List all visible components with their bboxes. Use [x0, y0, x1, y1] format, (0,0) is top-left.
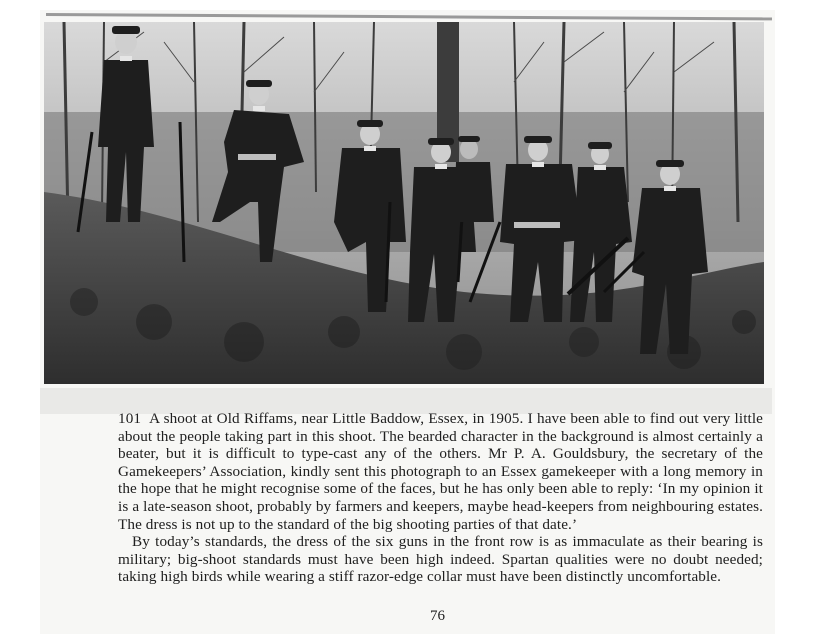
- cartridge-belt: [238, 154, 276, 160]
- shooting-party-photo-illustration: [44, 22, 764, 384]
- photo-caption: [118, 410, 763, 586]
- caption-paragraph-2: By today’s standards, the dress of the six guns in the front row is as immaculate as their bearing is military; big-shoot standards must have been high indeed. Spartan qualities were no doubt needed; taking high birds while wearing a stiff razor-edge collar must have been distinctly uncomfortable.: [118, 533, 763, 586]
- caption-paragraph-1: [118, 410, 763, 533]
- page-number: 76: [430, 608, 445, 624]
- cartridge-belt-2: [514, 222, 560, 228]
- caption-text-1: A shoot at Old Riffams, near Little Baddow, Essex, in 1905. I have been able to find out very little about the people taking part in this shoot. The bearded character in the background is almost certainly a beater, but it is difficult to type-cast any of the others. Mr P. A. Gouldsbury, the secretary of the Gamekeepers’ Association, kindly sent this photograph to an Essex gamekeeper with a long memory in the hope that he might recognise some of the faces, but he has only been able to reply: ‘In my opinion it is a late-season shoot, probably by farmers and keepers, maybe head-keepers from neighbouring estates. The dress is not up to the standard of the big shooting parties of that date.’: [118, 410, 763, 533]
- figure-number: 101: [118, 410, 142, 427]
- historical-photograph: [44, 22, 764, 384]
